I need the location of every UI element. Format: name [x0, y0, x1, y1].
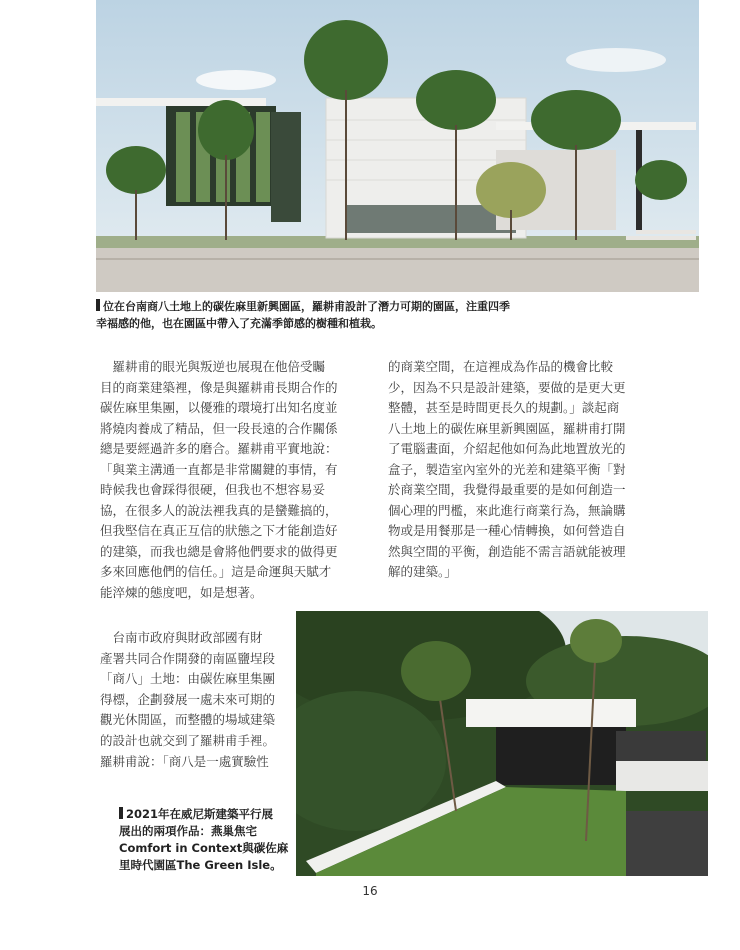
left-col-line: 的建築，而我也總是會將他們要求的做得更	[100, 543, 338, 559]
right-col-line: 的商業空間，在這裡成為作品的機會比較	[388, 359, 614, 374]
left-col-line: 協，在很多人的說法裡我真的是蠻難搞的，	[100, 502, 338, 518]
right-col-line: 然與空間的平衡，創造能不需言語就能被理	[388, 543, 626, 559]
left-col-line: 碳佐麻里集團，以優雅的環境打出知名度並	[100, 400, 338, 415]
left-col-line: 目的商業建築裡，像是與羅耕甫長期合作的	[100, 379, 338, 395]
caption-bar-marker	[119, 807, 123, 819]
right-col-line: 於商業空間，我覺得最重要的是如何創造一	[388, 482, 626, 497]
top-caption-line-1: 位在台南商八土地上的碳佐麻里新興園區，羅耕甫設計了潛力可期的園區，注重四季	[103, 300, 510, 313]
building-rendering-image	[96, 0, 699, 292]
left-lower-article-column	[100, 628, 292, 772]
lower-photo-caption	[119, 806, 288, 874]
left-lower-line: 的設計也就交到了羅耕甫手裡。	[100, 732, 276, 748]
caption-bar-marker	[96, 299, 100, 311]
right-col-line: 整體，甚至是時間更長久的規劃。」談起商	[388, 400, 620, 415]
left-col-line: 將燒肉養成了精品，但一段長遠的合作關係	[100, 420, 338, 436]
forest-house-image	[296, 611, 708, 876]
page-number: 16	[362, 884, 378, 898]
top-caption-line-2: 幸福感的他，也在園區中帶入了充滿季節感的樹種和植栽。	[96, 317, 382, 330]
lower-photo	[296, 611, 708, 876]
side-caption-line-1: 2021年在威尼斯建築平行展	[126, 807, 274, 821]
left-lower-line: 「商八」土地：由碳佐麻里集團	[100, 671, 276, 687]
left-col-line: 羅耕甫的眼光與叛逆也展現在他倍受矚	[100, 359, 326, 374]
left-col-line: 多來回應他們的信任。」這是命運與天賦才	[100, 564, 332, 579]
side-caption-line-2: 展出的兩項作品：燕巢焦宅	[119, 824, 257, 838]
top-photo-caption	[96, 298, 510, 332]
right-article-column	[388, 357, 646, 583]
right-col-line: 個心理的門檻，來此進行商業行為，無論購	[388, 502, 626, 518]
side-caption-line-4: 里時代園區The Green Isle。	[119, 858, 282, 872]
right-col-line: 盒子，製造室內室外的光差和建築平衡「對	[388, 461, 626, 477]
left-col-line: 時候我也會踩得很硬，但我也不想容易妥	[100, 482, 326, 497]
right-col-line: 解的建築。」	[388, 564, 457, 579]
left-col-line: 「與業主溝通一直都是非常關鍵的事情，有	[100, 461, 338, 477]
left-lower-line: 得標，企劃發展一處未來可期的	[100, 691, 276, 707]
right-col-line: 八土地上的碳佐麻里新興園區，羅耕甫打開	[388, 420, 626, 436]
top-photo	[96, 0, 699, 292]
left-article-column	[100, 357, 358, 603]
right-col-line: 了電腦畫面，介紹起他如何為此地置放光的	[388, 441, 626, 456]
left-col-line: 總是要經過許多的磨合。羅耕甫平實地說：	[100, 441, 338, 456]
side-caption-line-3: Comfort in Context與碳佐麻	[119, 841, 289, 855]
left-col-line: 但我堅信在真正互信的狀態之下才能創造好	[100, 523, 338, 538]
right-col-line: 物或是用餐那是一種心情轉換，如何營造自	[388, 523, 626, 538]
left-lower-line: 台南市政府與財政部國有財	[100, 630, 263, 645]
right-col-line: 少，因為不只是設計建築，要做的是更大更	[388, 379, 626, 395]
left-lower-line: 產署共同合作開發的南區鹽埕段	[100, 650, 276, 666]
left-col-line: 能淬煉的態度吧，如是想著。	[100, 584, 263, 600]
left-lower-line: 觀光休閒區，而整體的場域建築	[100, 712, 276, 728]
left-lower-line: 羅耕甫說：「商八是一處實驗性	[100, 753, 269, 769]
